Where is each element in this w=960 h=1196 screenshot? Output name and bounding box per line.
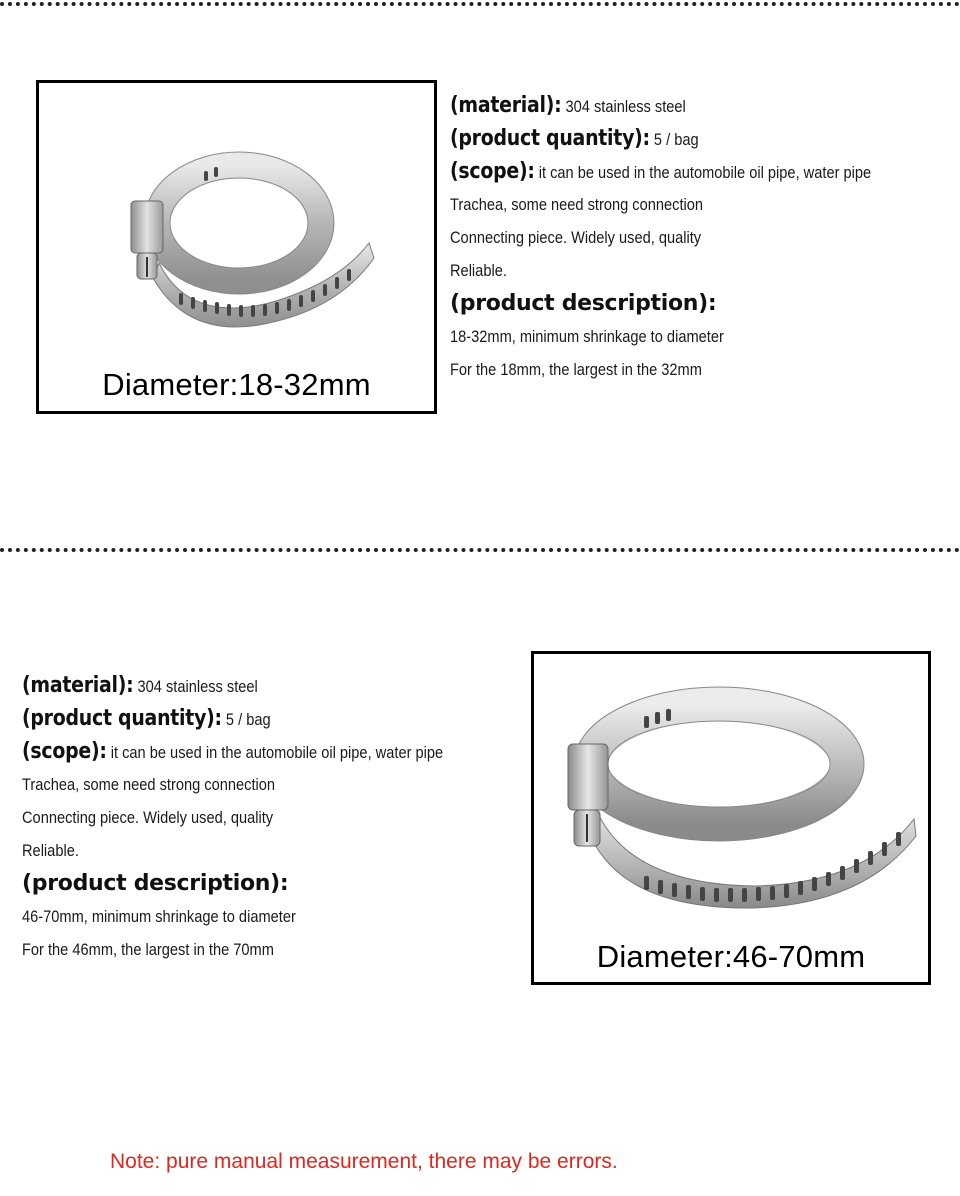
description-label: (product description): <box>22 871 289 896</box>
spec-block-large <box>22 669 512 966</box>
scope-line-1: Trachea, some need strong connection <box>450 195 704 214</box>
scope-label: (scope): <box>450 159 535 184</box>
middle-divider <box>0 548 960 552</box>
top-divider <box>0 2 960 6</box>
scope-label: (scope): <box>22 739 107 764</box>
product-image-frame-small <box>36 80 437 414</box>
scope-line-3: Reliable. <box>22 841 79 860</box>
product-image-frame-large <box>531 651 931 985</box>
hose-clamp-image-small <box>39 83 434 411</box>
material-label: (material): <box>22 673 134 698</box>
material-row <box>22 669 443 702</box>
quantity-label: (product quantity): <box>450 126 650 151</box>
scope-value: it can be used in the automobile oil pipe, water pipe <box>538 163 872 182</box>
scope-line-2: Connecting piece. Widely used, quality <box>450 228 702 247</box>
measurement-note: Note: pure manual measurement, there may be errors. <box>110 1150 618 1173</box>
description-line-1: 18-32mm, minimum shrinkage to diameter <box>450 327 724 346</box>
scope-row <box>22 735 443 768</box>
scope-value: it can be used in the automobile oil pipe, water pipe <box>110 743 444 762</box>
material-value: 304 stainless steel <box>137 677 258 696</box>
material-row <box>450 89 871 122</box>
quantity-label: (product quantity): <box>22 706 222 731</box>
quantity-row <box>22 702 443 735</box>
description-line-1: 46-70mm, minimum shrinkage to diameter <box>22 907 296 926</box>
quantity-value: 5 / bag <box>225 710 271 729</box>
material-label: (material): <box>450 93 562 118</box>
hose-clamp-image-large <box>534 654 928 982</box>
scope-row <box>450 155 871 188</box>
diameter-caption-small: Diameter:18-32mm <box>102 367 371 402</box>
description-label: (product description): <box>450 291 717 316</box>
scope-line-2: Connecting piece. Widely used, quality <box>22 808 274 827</box>
material-value: 304 stainless steel <box>565 97 686 116</box>
spec-block-small <box>450 89 940 386</box>
description-line-2: For the 46mm, the largest in the 70mm <box>22 940 274 959</box>
description-line-2: For the 18mm, the largest in the 32mm <box>450 360 702 379</box>
scope-line-3: Reliable. <box>450 261 507 280</box>
quantity-row <box>450 122 871 155</box>
scope-line-1: Trachea, some need strong connection <box>22 775 276 794</box>
diameter-caption-large: Diameter:46-70mm <box>596 939 866 974</box>
quantity-value: 5 / bag <box>653 130 699 149</box>
